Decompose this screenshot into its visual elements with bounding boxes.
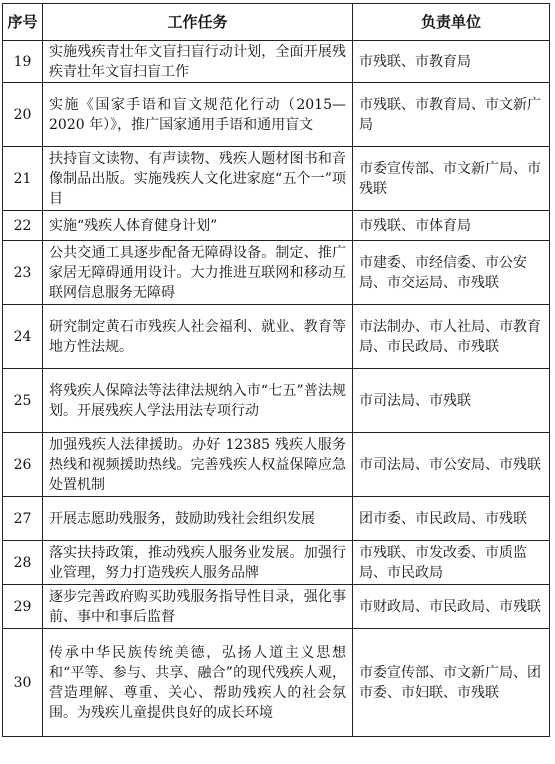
row-task: 实施残疾青壮年文盲扫盲行动计划，全面开展残疾青壮年文盲扫盲工作 (43, 41, 353, 83)
table-header-row (3, 4, 550, 41)
table-row (3, 305, 550, 369)
table-row (3, 629, 550, 737)
table-row (3, 433, 550, 497)
row-number: 20 (3, 83, 43, 147)
row-task: 实施《国家手语和盲文规范化行动（2015—2020 年）》，推广国家通用手语和通用盲文 (43, 83, 353, 147)
table-row (3, 211, 550, 241)
row-number: 21 (3, 147, 43, 211)
row-number: 28 (3, 541, 43, 585)
row-unit: 团市委、市民政局、市残联 (353, 497, 550, 541)
row-number: 26 (3, 433, 43, 497)
table-row (3, 147, 550, 211)
row-number: 24 (3, 305, 43, 369)
table-row (3, 41, 550, 83)
row-unit: 市司法局、市公安局、市残联 (353, 433, 550, 497)
row-unit: 市残联、市体育局 (353, 211, 550, 241)
row-number: 22 (3, 211, 43, 241)
row-number: 25 (3, 369, 43, 433)
row-task: 公共交通工具逐步配备无障碍设备。制定、推广家居无障碍通用设计。大力推进互联网和移动互联网信息服务无障碍 (43, 241, 353, 305)
row-number: 23 (3, 241, 43, 305)
row-unit: 市残联、市发改委、市质监局、市民政局 (353, 541, 550, 585)
row-task: 传承中华民族传统美德，弘扬人道主义思想和“平等、参与、共享、融合”的现代残疾人观，营造理解、尊重、关心、帮助残疾人的社会氛围。为残疾儿童提供良好的成长环境 (43, 629, 353, 737)
task-responsibility-table (2, 3, 550, 737)
header-responsible-unit: 负责单位 (353, 4, 550, 41)
table-row (3, 497, 550, 541)
row-task: 扶持盲文读物、有声读物、残疾人题材图书和音像制品出版。实施残疾人文化进家庭“五个一”项目 (43, 147, 353, 211)
row-number: 30 (3, 629, 43, 737)
row-unit: 市司法局、市残联 (353, 369, 550, 433)
row-task: 加强残疾人法律援助。办好 12385 残疾人服务热线和视频援助热线。完善残疾人权益保障应急处置机制 (43, 433, 353, 497)
row-number: 19 (3, 41, 43, 83)
header-number: 序号 (3, 4, 43, 41)
row-task: 研究制定黄石市残疾人社会福利、就业、教育等地方性法规。 (43, 305, 353, 369)
row-task: 开展志愿助残服务，鼓励助残社会组织发展 (43, 497, 353, 541)
row-unit: 市财政局、市民政局、市残联 (353, 585, 550, 629)
table-row (3, 83, 550, 147)
row-unit: 市建委、市经信委、市公安局、市交运局、市残联 (353, 241, 550, 305)
row-task: 落实扶持政策，推动残疾人服务业发展。加强行业管理，努力打造残疾人服务品牌 (43, 541, 353, 585)
table-row (3, 241, 550, 305)
table-row (3, 541, 550, 585)
row-unit: 市残联、市教育局、市文新广局 (353, 83, 550, 147)
row-task: 逐步完善政府购买助残服务指导性目录，强化事前、事中和事后监督 (43, 585, 353, 629)
table-row (3, 585, 550, 629)
header-task: 工作任务 (43, 4, 353, 41)
row-task: 将残疾人保障法等法律法规纳入市“七五”普法规划。开展残疾人学法用法专项行动 (43, 369, 353, 433)
row-number: 27 (3, 497, 43, 541)
table-row (3, 369, 550, 433)
row-number: 29 (3, 585, 43, 629)
row-unit: 市法制办、市人社局、市教育局、市民政局、市残联 (353, 305, 550, 369)
row-unit: 市委宣传部、市文新广局、市残联 (353, 147, 550, 211)
row-unit: 市残联、市教育局 (353, 41, 550, 83)
row-task: 实施“残疾人体育健身计划” (43, 211, 353, 241)
row-unit: 市委宣传部、市文新广局、团市委、市妇联、市残联 (353, 629, 550, 737)
